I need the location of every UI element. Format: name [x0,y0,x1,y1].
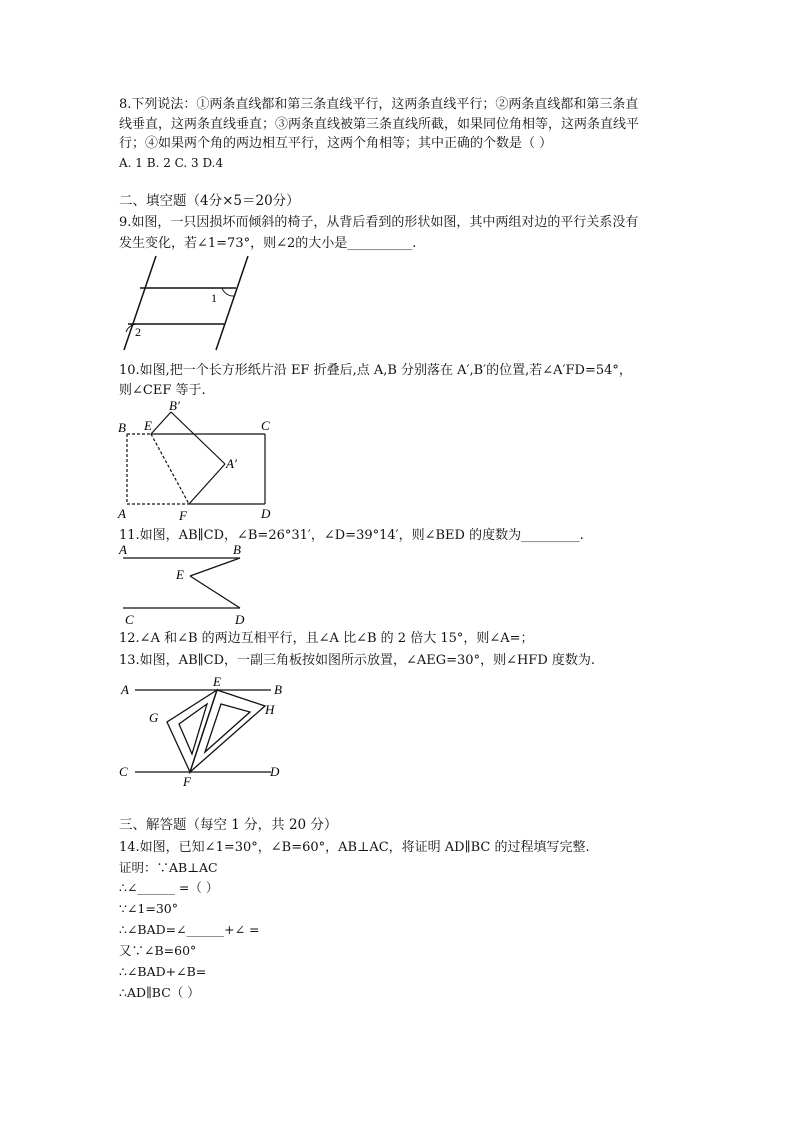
q13-line1: 13.如图，AB∥CD，一副三角板按如图所示放置，∠AEG=30°，则∠HFD 度数为. [119,653,596,668]
q14-proof-line-4: 又∵∠B=60° [119,943,197,958]
q10-label-D: D [261,506,271,521]
q14-proof-line-0: 证明：∵AB⊥AC [119,860,218,875]
q14-proof-line-6: ∴AD∥BC（ ） [119,985,200,1000]
q9-line2: 发生变化，若∠1=73°，则∠2的大小是__________. [119,236,417,251]
q14-proof-line-3: ∴∠BAD=∠______+∠ = [119,922,260,937]
q8-line2: 线垂直，这两条直线垂直；③两条直线被第三条直线所截，如果同位角相等，这两条直线平 [119,117,640,132]
q8-options: A. 1 B. 2 C. 3 D.4 [119,156,224,170]
q11-label-D: D [235,612,245,627]
q10-label-C: C [261,418,270,433]
q10-label-A: A [118,506,126,521]
q9-angle1-label: 1 [211,291,217,305]
q10-line1: 10.如图,把一个长方形纸片沿 EF 折叠后,点 A,B 分别落在 A′,B′的位置,若∠A′FD=54°， [119,363,632,378]
q10-line2: 则∠CEF 等于. [119,383,206,398]
q13-label-D: D [270,764,280,779]
q10-label-B: B [118,420,126,435]
q10-label-F: F [179,508,187,523]
q8-line1: 8.下列说法：①两条直线都和第三条直线平行，这两条直线平行；②两条直线都和第三条直 [119,97,639,112]
q10-fold-figure [115,398,280,528]
q9-angle2-label: 2 [135,325,141,339]
section2-title: 二、填空题（4分×5＝20分） [119,193,300,209]
q10-label-Aprime: A′ [226,456,237,471]
q11-label-A: A [119,542,127,557]
q8-line3: 行；④如果两个角的两边相互平行，这两个角相等；其中正确的个数是（ ） [119,136,553,151]
q13-triangles-figure [115,672,295,792]
q13-label-G: G [149,710,159,725]
q11-label-B: B [233,542,241,557]
q11-label-C: C [125,612,134,627]
q11-figure [115,540,255,630]
q9-line1: 9.如图，一只因损坏而倾斜的椅子，从背后看到的形状如图，其中两组对边的平行关系没有 [119,215,639,230]
q11-label-E: E [176,567,184,582]
q10-label-E: E [144,418,152,433]
q13-label-H: H [265,702,275,717]
q14-proof-line-5: ∴∠BAD+∠B= [119,964,207,979]
q12-line1: 12.∠A 和∠B 的两边互相平行，且∠A 比∠B 的 2 倍大 15°，则∠A=； [119,631,534,646]
q13-label-E: E [213,674,221,689]
q9-chair-figure [120,254,250,354]
q13-label-B: B [274,682,282,697]
q13-label-A: A [121,682,129,697]
q11-line1: 11.如图，AB∥CD，∠B=26°31′，∠D=39°14′，则∠BED 的度数为_________. [119,528,584,543]
q14-line1: 14.如图，已知∠1=30°，∠B=60°，AB⊥AC，将证明 AD∥BC 的过程填写完整. [119,840,590,855]
section3-title: 三、解答题（每空 1 分，共 20 分） [119,817,338,833]
q14-proof-line-2: ∵∠1=30° [119,901,179,916]
q13-label-C: C [119,764,128,779]
q14-proof-line-1: ∴∠______ =（ ） [119,880,219,895]
q10-label-Bprime: B′ [169,398,180,413]
q13-label-F: F [183,774,191,789]
